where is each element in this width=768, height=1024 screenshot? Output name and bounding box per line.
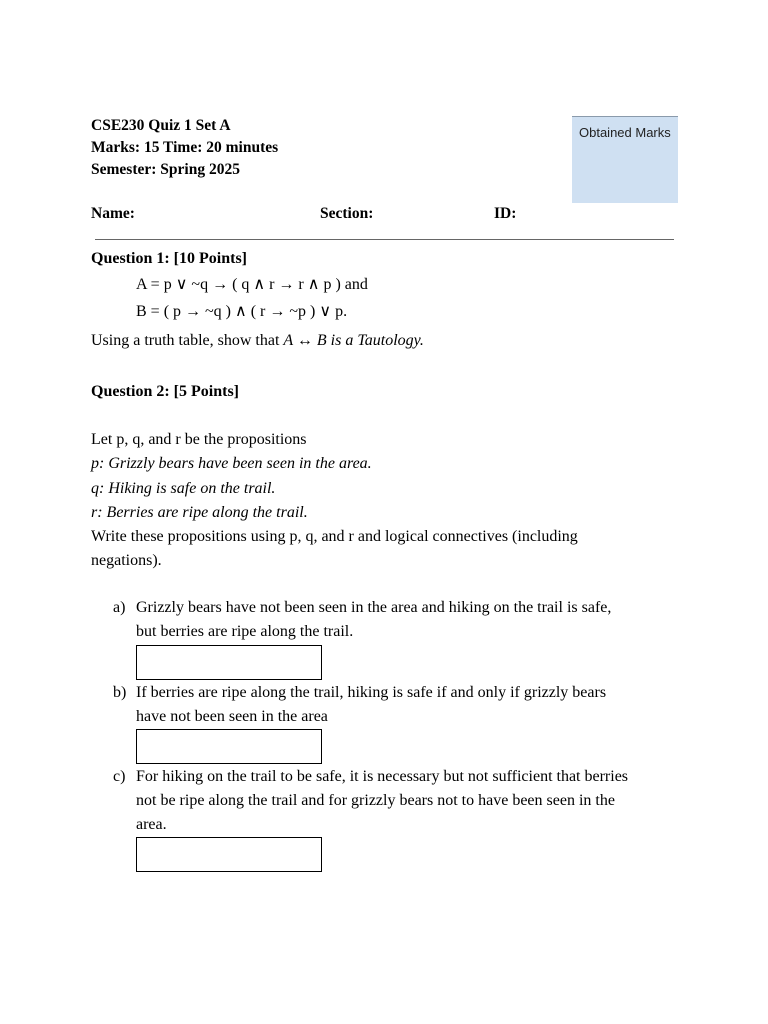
answer-box-c[interactable] xyxy=(136,837,322,872)
q2-intro: Let p, q, and r be the propositions xyxy=(91,431,307,448)
q1-instruction-math: A ↔ B is a Tautology. xyxy=(283,332,424,349)
q2-instruction-line2: negations). xyxy=(91,552,162,569)
answer-box-a[interactable] xyxy=(136,645,322,680)
proposition-q: q: Hiking is safe on the trail. xyxy=(91,480,276,497)
item-c-line2: not be ripe along the trail and for grizzly bears not to have been seen in the xyxy=(136,792,615,809)
question-2-heading: Question 2: [5 Points] xyxy=(91,383,239,400)
item-b-line1: If berries are ripe along the trail, hiking is safe if and only if grizzly bears xyxy=(136,684,607,701)
section-label: Section: xyxy=(320,205,374,222)
formula-b: B = ( p → ~q ) ∧ ( r → ~p ) ∨ p. xyxy=(136,303,348,320)
formula-a: A = p ∨ ~q → ( q ∧ r → r ∧ p ) and xyxy=(136,276,368,293)
item-b-letter: b) xyxy=(113,684,127,701)
q2-instruction-line1: Write these propositions using p, q, and r and logical connectives (including xyxy=(91,528,578,545)
q1-instruction xyxy=(91,331,424,351)
quiz-title: CSE230 Quiz 1 Set A xyxy=(91,117,231,134)
item-a-letter: a) xyxy=(113,599,126,616)
item-c-letter: c) xyxy=(113,768,126,785)
semester: Semester: Spring 2025 xyxy=(91,161,240,178)
item-c-line3: area. xyxy=(136,816,167,833)
proposition-p: p: Grizzly bears have been seen in the area. xyxy=(91,455,372,472)
answer-box-b[interactable] xyxy=(136,729,322,764)
question-1-heading: Question 1: [10 Points] xyxy=(91,250,247,267)
item-a-line2: but berries are ripe along the trail. xyxy=(136,623,354,640)
marks-time: Marks: 15 Time: 20 minutes xyxy=(91,139,279,156)
item-b-line2: have not been seen in the area xyxy=(136,708,328,725)
proposition-r: r: Berries are ripe along the trail. xyxy=(91,504,308,521)
header-divider xyxy=(95,239,674,240)
obtained-marks-label: Obtained Marks xyxy=(579,125,671,140)
obtained-marks-box xyxy=(572,116,678,203)
item-c-line1: For hiking on the trail to be safe, it is necessary but not sufficient that berries xyxy=(136,768,629,785)
id-label: ID: xyxy=(494,205,517,222)
item-a-line1: Grizzly bears have not been seen in the area and hiking on the trail is safe, xyxy=(136,599,612,616)
name-label: Name: xyxy=(91,205,135,222)
q1-instruction-prefix: Using a truth table, show that xyxy=(91,332,284,349)
